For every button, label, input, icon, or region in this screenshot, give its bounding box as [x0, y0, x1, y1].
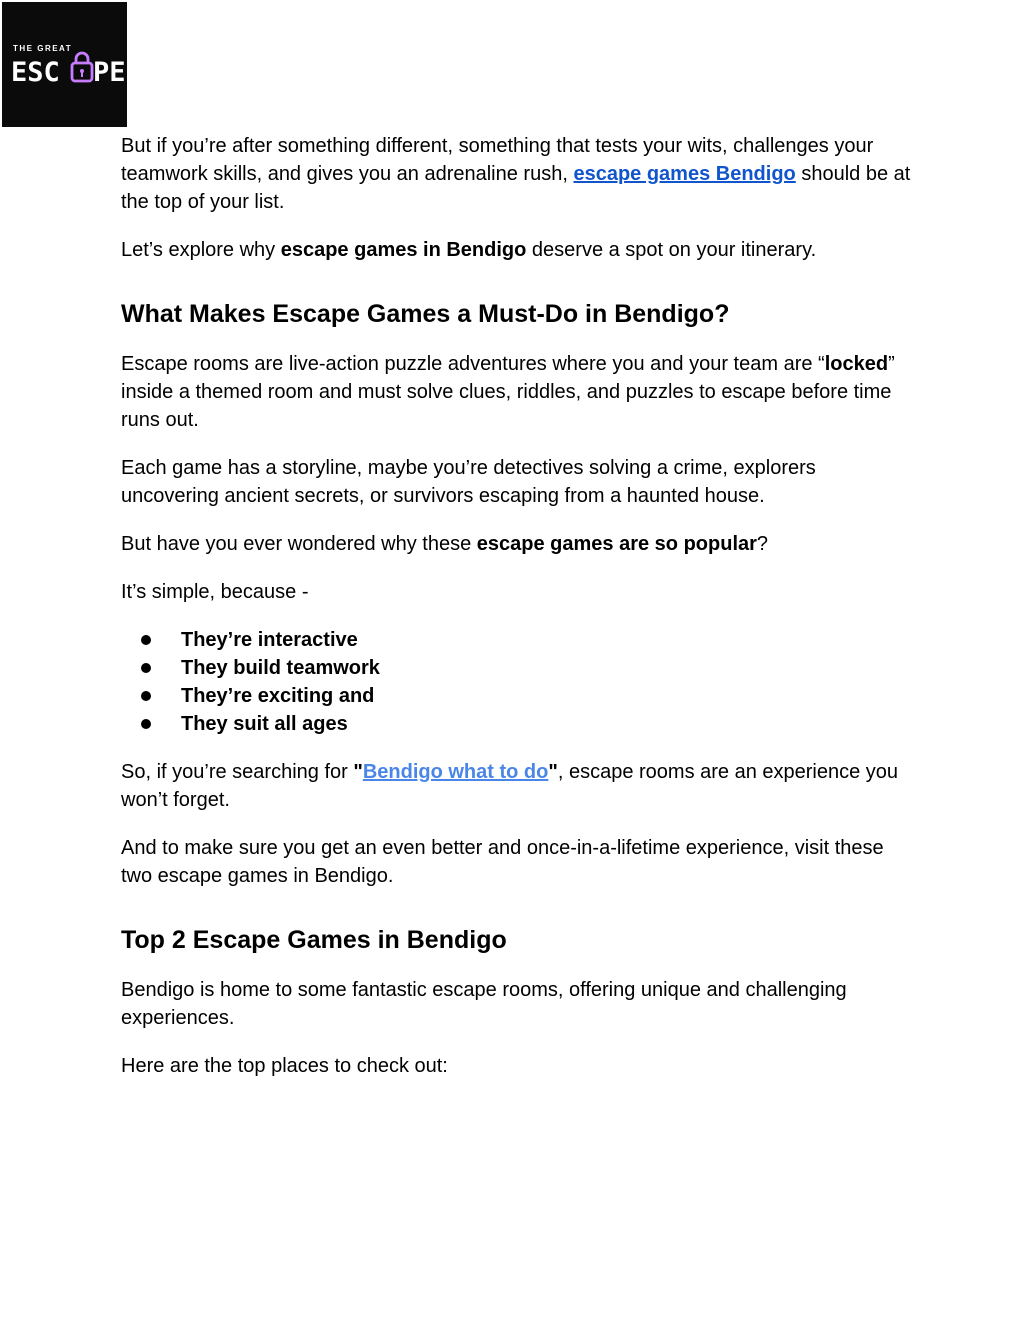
- paragraph-top-places: Here are the top places to check out:: [121, 1055, 448, 1077]
- paragraph-simple: It’s simple, because -: [121, 581, 309, 603]
- reasons-list: [121, 626, 911, 738]
- padlock-icon: [72, 53, 92, 81]
- brand-logo: [2, 2, 127, 127]
- bullet-icon: [141, 635, 151, 645]
- bullet-icon: [141, 691, 151, 701]
- list-item: They build teamwork: [121, 654, 911, 682]
- paragraph-bendigo-home: Bendigo is home to some fantastic escape rooms, offering unique and challenging experiences.: [121, 979, 847, 1029]
- escape-games-bendigo-link[interactable]: escape games Bendigo: [573, 163, 796, 185]
- heading-top-2: Top 2 Escape Games in Bendigo: [121, 926, 507, 954]
- paragraph-popular: But have you ever wondered why these escape games are so popular?: [121, 533, 769, 555]
- paragraph-explore: Let’s explore why escape games in Bendigo deserve a spot on your itinerary.: [121, 239, 817, 261]
- list-item: They suit all ages: [121, 710, 911, 738]
- logo-line1: THE GREAT: [13, 44, 73, 53]
- bullet-icon: [141, 719, 151, 729]
- heading-must-do: What Makes Escape Games a Must-Do in Bendigo?: [121, 300, 730, 328]
- list-item: They’re exciting and: [121, 682, 911, 710]
- logo-word-end: PE: [93, 57, 126, 88]
- bendigo-what-to-do-link[interactable]: Bendigo what to do: [362, 761, 549, 783]
- paragraph-escape-rooms-definition: Escape rooms are live-action puzzle adventures where you and your team are “locked” inside a themed room and must solve clues, riddles, and puzzles to escape before time runs out.: [121, 353, 895, 431]
- paragraph-visit: And to make sure you get an even better and once-in-a-lifetime experience, visit these two escape games in Bendigo.: [121, 837, 884, 887]
- list-item: They’re interactive: [121, 626, 911, 654]
- paragraph-storyline: Each game has a storyline, maybe you’re detectives solving a crime, explorers uncovering ancient secrets, or survivors escaping from a haunted house.: [121, 457, 816, 507]
- logo-word-start: ESC: [11, 57, 60, 88]
- document-body: [121, 132, 911, 1100]
- logo-graphic: [2, 2, 127, 127]
- paragraph-searching: So, if you’re searching for "Bendigo what to do", escape rooms are an experience you won’t forget.: [121, 761, 899, 811]
- bullet-icon: [141, 663, 151, 673]
- paragraph-intro: But if you’re after something different, something that tests your wits, challenges your teamwork skills, and gives you an adrenaline rush, escape games Bendigo should be at the top of your list.: [121, 135, 911, 213]
